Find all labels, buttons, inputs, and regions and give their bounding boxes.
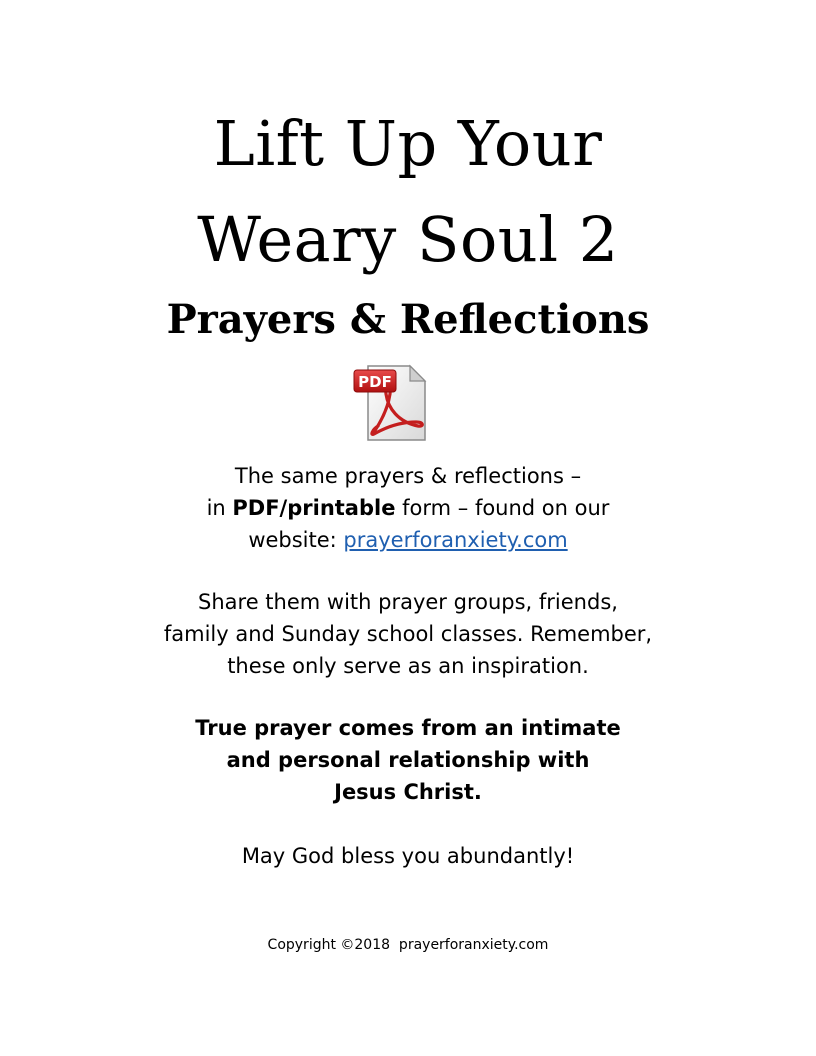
share-line-2: family and Sunday school classes. Remember, bbox=[163, 622, 653, 646]
title-line-2: Weary Soul 2 bbox=[197, 203, 619, 276]
intro-line-3-prefix: website: bbox=[248, 528, 344, 552]
intro-line-3 bbox=[0, 524, 816, 556]
pdf-file-icon bbox=[352, 364, 428, 442]
emphasis-line-1: True prayer comes from an intimate bbox=[195, 716, 621, 740]
share-line-3: these only serve as an inspiration. bbox=[227, 654, 589, 678]
website-link[interactable]: prayerforanxiety.com bbox=[343, 528, 568, 552]
intro-line-2 bbox=[0, 492, 816, 524]
blessing-line: May God bless you abundantly! bbox=[241, 844, 575, 868]
pdf-badge-text: PDF bbox=[358, 373, 392, 391]
title-line-1: Lift Up Your bbox=[213, 107, 603, 180]
copyright-notice: Copyright ©2018 prayerforanxiety.com bbox=[267, 937, 549, 953]
intro-line-2-suffix: form – found on our bbox=[395, 496, 610, 520]
emphasis-line-2: and personal relationship with bbox=[226, 748, 590, 772]
share-paragraph bbox=[0, 586, 816, 682]
intro-paragraph bbox=[0, 460, 816, 556]
pdf-printable-emphasis: PDF/printable bbox=[232, 496, 396, 520]
intro-line-1: The same prayers & reflections – bbox=[234, 464, 582, 488]
share-line-1: Share them with prayer groups, friends, bbox=[198, 590, 618, 614]
emphasis-paragraph bbox=[0, 712, 816, 808]
subtitle: Prayers & Reflections bbox=[166, 296, 650, 343]
emphasis-line-3: Jesus Christ. bbox=[334, 780, 482, 804]
intro-line-2-prefix: in bbox=[206, 496, 233, 520]
